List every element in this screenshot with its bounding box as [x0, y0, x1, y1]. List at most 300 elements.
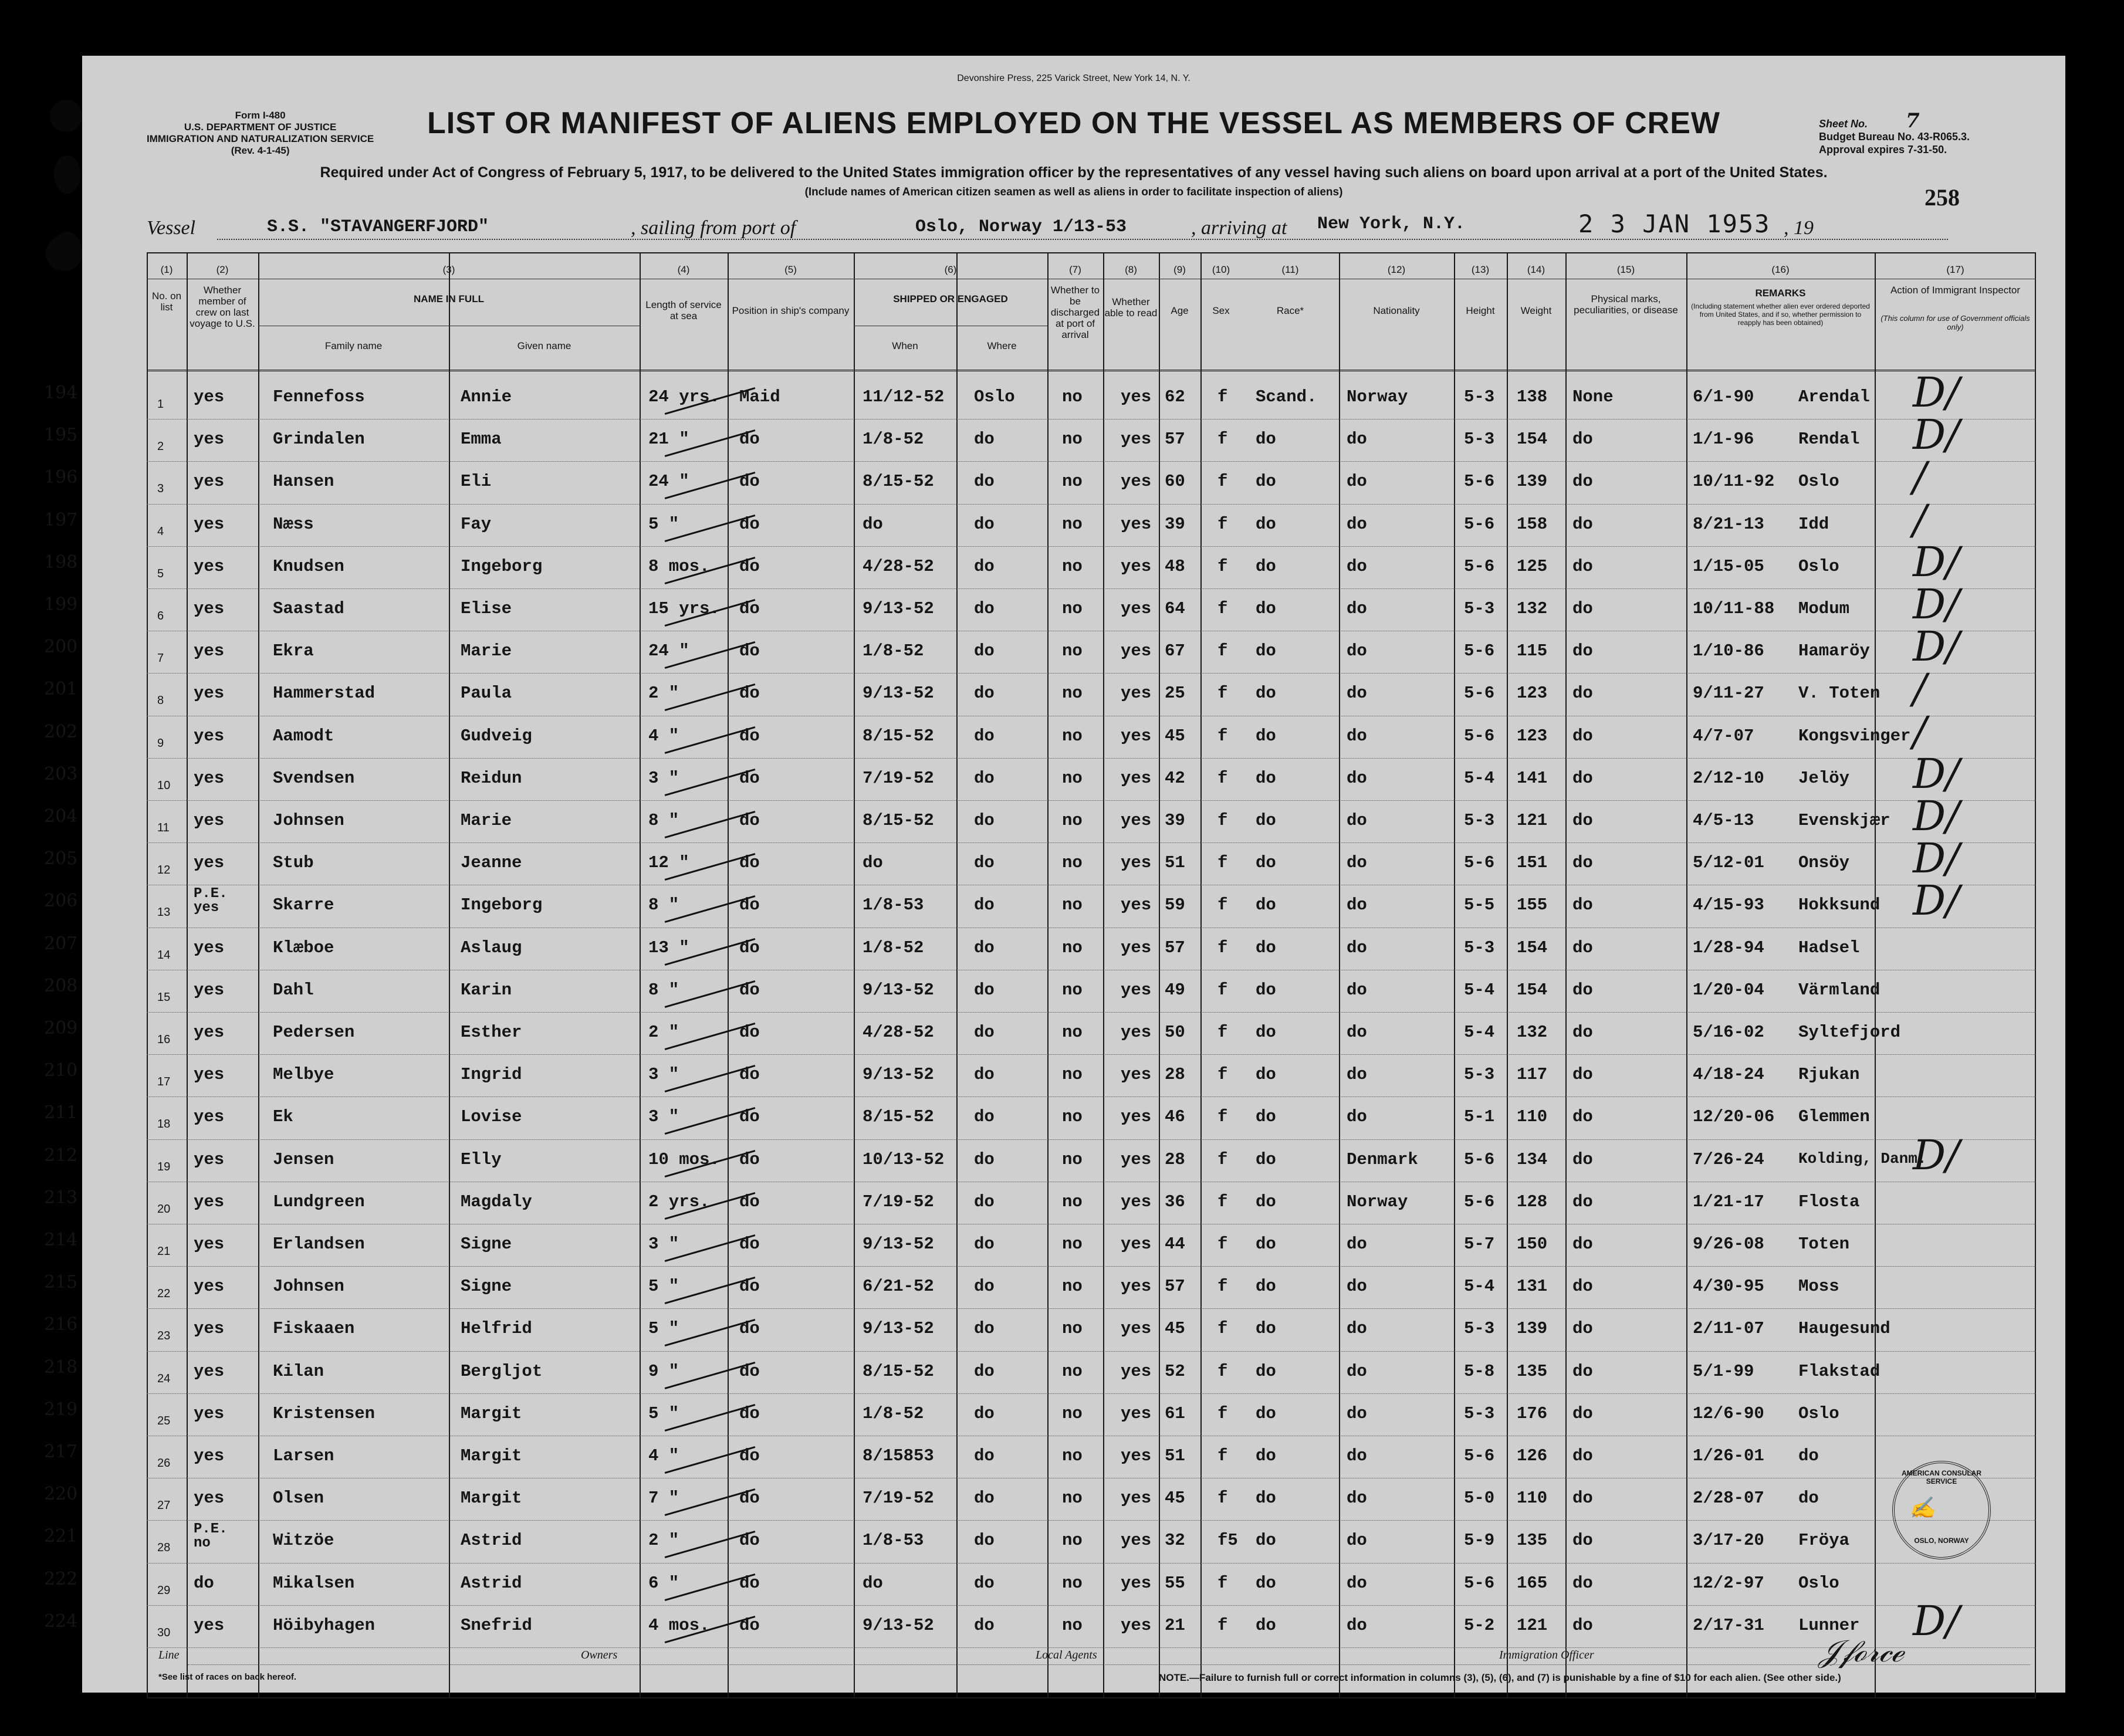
position: do: [739, 683, 760, 703]
able-to-read: yes: [1121, 1234, 1152, 1254]
physical-marks: do: [1572, 1446, 1593, 1466]
handwritten-number: 206: [44, 891, 78, 912]
row-rule: [147, 1351, 2036, 1352]
crew-last-voyage: yes: [194, 811, 225, 830]
age: 57: [1165, 938, 1185, 957]
sex: f: [1217, 387, 1228, 407]
race: do: [1256, 599, 1276, 618]
crew-last-voyage: yes: [194, 938, 225, 957]
shipped-when: 4/28-52: [863, 556, 934, 576]
height: 5-6: [1464, 726, 1495, 746]
height: 5-6: [1464, 683, 1495, 703]
sex: f: [1217, 980, 1228, 1000]
shipped-when: 8/15-52: [863, 726, 934, 746]
row-rule: [147, 588, 2036, 589]
height: 5-9: [1464, 1531, 1495, 1551]
remarks-date: 1/10-86: [1693, 641, 1764, 661]
length-service: 13 ": [648, 938, 689, 957]
column-rule: [1875, 252, 1876, 1698]
shipped-when: 9/13-52: [863, 1065, 934, 1085]
nationality: do: [1347, 853, 1367, 873]
row-no: 24: [157, 1372, 171, 1385]
position: do: [739, 429, 760, 449]
remarks-date: 7/26-24: [1693, 1149, 1764, 1169]
handwritten-number: 207: [44, 933, 78, 954]
able-to-read: yes: [1121, 895, 1152, 915]
length-service: 2 ": [648, 683, 679, 703]
length-service: 21 ": [648, 429, 689, 449]
column-rule: [1047, 252, 1049, 1698]
sex: f: [1217, 853, 1228, 873]
able-to-read: yes: [1121, 599, 1152, 618]
header-crew-last-voyage: Whether member of crew on last voyage to U.S.: [190, 285, 255, 329]
header-when: When: [892, 340, 918, 351]
crew-last-voyage: yes: [194, 1107, 225, 1127]
col-num: (1): [160, 264, 173, 275]
weight: 154: [1517, 980, 1548, 1000]
row-no: 10: [157, 779, 171, 792]
row-no: 25: [157, 1414, 171, 1427]
header-given-name: Given name: [517, 340, 571, 351]
sex: f: [1217, 599, 1228, 618]
weight: 138: [1517, 387, 1548, 407]
crew-last-voyage: yes: [194, 1023, 225, 1042]
discharged: no: [1062, 895, 1083, 915]
sex: f: [1217, 1149, 1228, 1169]
height: 5-3: [1464, 387, 1495, 407]
nationality: do: [1347, 811, 1367, 830]
remarks-place: Rendal: [1798, 429, 1860, 449]
crew-last-voyage: yes: [194, 1615, 225, 1635]
manifest-sheet: [44, 56, 2065, 1693]
row-rule: [147, 1605, 2036, 1606]
row-no: 14: [157, 948, 171, 962]
age: 42: [1165, 768, 1185, 788]
footer-agents: Local Agents: [1036, 1649, 1097, 1661]
height: 5-2: [1464, 1615, 1495, 1635]
column-rule: [1565, 252, 1567, 1698]
header-length-service: Length of service at sea: [645, 299, 722, 322]
shipped-where: do: [974, 1488, 995, 1508]
shipped-when: 1/8-52: [863, 1403, 924, 1423]
crew-last-voyage: yes: [194, 1319, 225, 1339]
row-rule: [147, 758, 2036, 759]
race: do: [1256, 726, 1276, 746]
crew-last-voyage: yes: [194, 1065, 225, 1085]
col-num: (17): [1946, 264, 1964, 275]
discharged: no: [1062, 683, 1083, 703]
length-service: 8 ": [648, 895, 679, 915]
height: 5-4: [1464, 1277, 1495, 1297]
position: do: [739, 556, 760, 576]
remarks-place: do: [1798, 1488, 1819, 1508]
row-no: 19: [157, 1160, 171, 1173]
stamp-initials: ✍: [1909, 1496, 1936, 1520]
length-service: 6 ": [648, 1573, 679, 1593]
height: 5-3: [1464, 1065, 1495, 1085]
nationality: do: [1347, 1234, 1367, 1254]
col-num: (6): [944, 264, 957, 275]
given-name: Margit: [461, 1488, 522, 1508]
row-rule: [147, 546, 2036, 547]
family-name: Næss: [273, 514, 314, 534]
physical-marks: do: [1572, 1531, 1593, 1551]
length-service: 3 ": [648, 1234, 679, 1254]
row-rule: [147, 1266, 2036, 1267]
position: do: [739, 1488, 760, 1508]
able-to-read: yes: [1121, 429, 1152, 449]
shipped-when: 7/19-52: [863, 1488, 934, 1508]
race: do: [1256, 429, 1276, 449]
given-name: Marie: [461, 641, 512, 661]
age: 46: [1165, 1107, 1185, 1127]
remarks-date: 6/1-90: [1693, 387, 1754, 407]
weight: 121: [1517, 811, 1548, 830]
position: do: [739, 895, 760, 915]
length-service: 5 ": [648, 514, 679, 534]
remarks-date: 4/15-93: [1693, 895, 1764, 915]
header-shipped-engaged: SHIPPED OR ENGAGED: [893, 293, 1008, 304]
age: 52: [1165, 1361, 1185, 1381]
position: do: [739, 980, 760, 1000]
row-no: 2: [157, 440, 164, 454]
height: 5-3: [1464, 811, 1495, 830]
handwritten-number: 217: [44, 1441, 78, 1462]
age: 60: [1165, 472, 1185, 492]
crew-last-voyage: yes: [194, 387, 225, 407]
physical-marks: do: [1572, 1234, 1593, 1254]
vessel-underline: [217, 239, 1948, 240]
budget-no: Budget Bureau No. 43-R065.3.: [1819, 131, 1970, 143]
height: 5-6: [1464, 641, 1495, 661]
family-name: Svendsen: [273, 768, 355, 788]
remarks-date: 2/17-31: [1693, 1615, 1764, 1635]
age: 45: [1165, 726, 1185, 746]
able-to-read: yes: [1121, 938, 1152, 957]
shipped-when: 11/12-52: [863, 387, 945, 407]
col-num: (16): [1771, 264, 1790, 275]
handwritten-number: 197: [44, 509, 78, 530]
given-name: Astrid: [461, 1531, 522, 1551]
race: do: [1256, 768, 1276, 788]
race: do: [1256, 1573, 1276, 1593]
arriving-label: , arriving at: [1191, 217, 1287, 239]
length-service: 3 ": [648, 1065, 679, 1085]
remarks-place: Arendal: [1798, 387, 1870, 407]
header-remarks: REMARKS: [1755, 287, 1806, 299]
sex: f: [1217, 514, 1228, 534]
race: do: [1256, 1531, 1276, 1551]
inspector-action-mark: D/: [1913, 622, 1960, 671]
inspector-action-mark: D/: [1913, 1131, 1960, 1179]
physical-marks: do: [1572, 1107, 1593, 1127]
discharged: no: [1062, 556, 1083, 576]
age: 36: [1165, 1192, 1185, 1212]
able-to-read: yes: [1121, 472, 1152, 492]
position: do: [739, 1149, 760, 1169]
punch-hole: [50, 100, 82, 132]
sex: f: [1217, 1065, 1228, 1085]
physical-marks: do: [1572, 938, 1593, 957]
discharged: no: [1062, 599, 1083, 618]
row-rule: [147, 461, 2036, 462]
able-to-read: yes: [1121, 1277, 1152, 1297]
height: 5-7: [1464, 1234, 1495, 1254]
position: do: [739, 1107, 760, 1127]
inspector-action-mark: D/: [1913, 537, 1960, 586]
physical-marks: do: [1572, 980, 1593, 1000]
physical-marks: do: [1572, 811, 1593, 830]
shipped-where: do: [974, 1573, 995, 1593]
race: do: [1256, 1361, 1276, 1381]
remarks-place: Hadsel: [1798, 938, 1860, 957]
shipped-where: do: [974, 556, 995, 576]
shipped-where: do: [974, 1403, 995, 1423]
col-num: (10): [1212, 264, 1230, 275]
age: 28: [1165, 1149, 1185, 1169]
family-name: Höibyhagen: [273, 1615, 376, 1635]
row-no: 23: [157, 1329, 171, 1343]
height: 5-6: [1464, 853, 1495, 873]
shipped-when: 8/15-52: [863, 472, 934, 492]
given-name: Margit: [461, 1446, 522, 1466]
column-rule: [854, 252, 855, 1698]
shipped-where: do: [974, 1023, 995, 1042]
header-race: Race*: [1276, 305, 1304, 316]
physical-marks: do: [1572, 853, 1593, 873]
physical-marks: do: [1572, 472, 1593, 492]
remarks-date: 1/1-96: [1693, 429, 1754, 449]
nationality: do: [1347, 1488, 1367, 1508]
col-num: (3): [442, 264, 455, 275]
sex: f: [1217, 768, 1228, 788]
family-name: Skarre: [273, 895, 334, 915]
shipped-where: do: [974, 1531, 995, 1551]
height: 5-5: [1464, 895, 1495, 915]
weight: 110: [1517, 1488, 1548, 1508]
physical-marks: do: [1572, 1573, 1593, 1593]
header-action: Action of Immigrant Inspector: [1890, 285, 2021, 296]
row-no: 20: [157, 1202, 171, 1216]
nationality: do: [1347, 599, 1367, 618]
remarks-place: V. Toten: [1798, 683, 1881, 703]
length-service: 4 ": [648, 726, 679, 746]
position: do: [739, 1277, 760, 1297]
physical-marks: do: [1572, 1361, 1593, 1381]
crew-last-voyage: yes: [194, 853, 225, 873]
given-name: Magdaly: [461, 1192, 532, 1212]
remarks-place: Kongsvinger: [1798, 726, 1911, 746]
position: do: [739, 811, 760, 830]
height: 5-3: [1464, 1319, 1495, 1339]
sex: f: [1217, 811, 1228, 830]
age: 45: [1165, 1488, 1185, 1508]
race: do: [1256, 1446, 1276, 1466]
row-rule: [147, 1054, 2036, 1055]
able-to-read: yes: [1121, 1149, 1152, 1169]
age: 48: [1165, 556, 1185, 576]
given-name: Signe: [461, 1277, 512, 1297]
age: 49: [1165, 980, 1185, 1000]
vessel-label: Vessel: [147, 217, 196, 239]
length-service: 4 ": [648, 1446, 679, 1466]
shipped-when: 8/15-52: [863, 811, 934, 830]
given-name: Paula: [461, 683, 512, 703]
remarks-place: Onsöy: [1798, 853, 1850, 873]
family-name: Pedersen: [273, 1023, 355, 1042]
row-no: 3: [157, 482, 164, 496]
height: 5-0: [1464, 1488, 1495, 1508]
able-to-read: yes: [1121, 1488, 1152, 1508]
age: 57: [1165, 1277, 1185, 1297]
header-family-name: Family name: [324, 340, 383, 351]
given-name: Elise: [461, 599, 512, 618]
length-service: 2 yrs.: [648, 1192, 710, 1212]
discharged: no: [1062, 1319, 1083, 1339]
given-name: Marie: [461, 811, 512, 830]
remarks-place: Fröya: [1798, 1531, 1850, 1551]
handwritten-number: 208: [44, 975, 78, 996]
arriving-port: New York, N.Y.: [1317, 214, 1466, 234]
height: 5-6: [1464, 1446, 1495, 1466]
row-no: 1: [157, 398, 164, 411]
handwritten-number: 213: [44, 1187, 78, 1208]
family-name: Grindalen: [273, 429, 365, 449]
family-name: Ekra: [273, 641, 314, 661]
inspector-action-mark: /: [1913, 453, 1927, 502]
shipped-when: 8/15-52: [863, 1107, 934, 1127]
family-name: Dahl: [273, 980, 314, 1000]
sex: f: [1217, 895, 1228, 915]
height: 5-6: [1464, 556, 1495, 576]
able-to-read: yes: [1121, 1107, 1152, 1127]
sex: f: [1217, 1361, 1228, 1381]
able-to-read: yes: [1121, 1065, 1152, 1085]
shipped-when: 1/8-52: [863, 938, 924, 957]
col-num: (8): [1125, 264, 1137, 275]
length-service: 9 ": [648, 1361, 679, 1381]
nationality: do: [1347, 768, 1367, 788]
weight: 117: [1517, 1065, 1548, 1085]
handwritten-number: 200: [44, 637, 78, 658]
crew-last-voyage: yes: [194, 514, 225, 534]
physical-marks: do: [1572, 1615, 1593, 1635]
shipped-where: do: [974, 980, 995, 1000]
position: do: [739, 1615, 760, 1635]
discharged: no: [1062, 1531, 1083, 1551]
column-rule: [1200, 252, 1202, 1698]
sex: f: [1217, 641, 1228, 661]
family-name: Ek: [273, 1107, 293, 1127]
date-stamp: 2 3 JAN 1953: [1578, 209, 1771, 238]
weight: 155: [1517, 895, 1548, 915]
age: 67: [1165, 641, 1185, 661]
race: do: [1256, 811, 1276, 830]
remarks-place: Oslo: [1798, 472, 1839, 492]
shipped-when: 8/15853: [863, 1446, 934, 1466]
handwritten-number: 196: [44, 467, 78, 488]
height: 5-6: [1464, 514, 1495, 534]
nationality: do: [1347, 429, 1367, 449]
physical-marks: do: [1572, 1149, 1593, 1169]
age: 45: [1165, 1319, 1185, 1339]
discharged: no: [1062, 429, 1083, 449]
physical-marks: do: [1572, 1403, 1593, 1423]
remarks-date: 4/30-95: [1693, 1277, 1764, 1297]
given-name: Annie: [461, 387, 512, 407]
family-name: Melbye: [273, 1065, 334, 1085]
weight: 139: [1517, 472, 1548, 492]
position: do: [739, 1192, 760, 1212]
shipped-when: 10/13-52: [863, 1149, 945, 1169]
remarks-place: Jelöy: [1798, 768, 1850, 788]
height: 5-1: [1464, 1107, 1495, 1127]
discharged: no: [1062, 1361, 1083, 1381]
shipped-when: 4/28-52: [863, 1023, 934, 1042]
handwritten-number: 198: [44, 551, 78, 573]
row-no: 27: [157, 1499, 171, 1512]
able-to-read: yes: [1121, 556, 1152, 576]
given-name: Bergljot: [461, 1361, 543, 1381]
able-to-read: yes: [1121, 980, 1152, 1000]
weight: 176: [1517, 1403, 1548, 1423]
able-to-read: yes: [1121, 726, 1152, 746]
officer-signature: 𝒥𝒻ℴ𝓇𝒸ℯ: [1819, 1634, 1904, 1669]
handwritten-number: 220: [44, 1484, 78, 1505]
family-name: Jensen: [273, 1149, 334, 1169]
length-service: 12 ": [648, 853, 689, 873]
column-rule: [1686, 252, 1687, 1698]
header-discharged: Whether to be discharged at port of arrival: [1050, 285, 1100, 340]
weight: 134: [1517, 1149, 1548, 1169]
row-no: 4: [157, 524, 164, 538]
race: do: [1256, 1149, 1276, 1169]
nationality: do: [1347, 1361, 1367, 1381]
form-id-text: Form I-480 U.S. DEPARTMENT OF JUSTICE IMMIGRATION AND NATURALIZATION SERVICE (Rev. 4-1-45): [147, 110, 374, 156]
shipped-where: do: [974, 1277, 995, 1297]
inspector-action-mark: D/: [1913, 368, 1960, 417]
age: 39: [1165, 514, 1185, 534]
able-to-read: yes: [1121, 683, 1152, 703]
discharged: no: [1062, 514, 1083, 534]
shipped-when: 9/13-52: [863, 1615, 934, 1635]
physical-marks: do: [1572, 1319, 1593, 1339]
remarks-date: 10/11-92: [1693, 472, 1775, 492]
col-num: (9): [1173, 264, 1186, 275]
family-name: Johnsen: [273, 811, 344, 830]
header-age: Age: [1171, 305, 1189, 316]
able-to-read: yes: [1121, 1403, 1152, 1423]
able-to-read: yes: [1121, 768, 1152, 788]
length-service: 10 mos.: [648, 1149, 720, 1169]
page-number: 258: [1925, 184, 1960, 211]
crew-last-voyage: yes: [194, 1192, 225, 1212]
handwritten-number: 214: [44, 1230, 78, 1250]
length-service: 24 ": [648, 641, 689, 661]
crew-last-voyage: yes: [194, 726, 225, 746]
inspector-action-mark: D/: [1913, 580, 1960, 628]
shipped-when: 9/13-52: [863, 980, 934, 1000]
remarks-date: 1/21-17: [1693, 1192, 1764, 1212]
race: do: [1256, 1277, 1276, 1297]
nationality: Denmark: [1347, 1149, 1418, 1169]
shipped-where: do: [974, 472, 995, 492]
age: 57: [1165, 429, 1185, 449]
family-name: Olsen: [273, 1488, 324, 1508]
given-name: Elly: [461, 1149, 502, 1169]
row-rule: [147, 1393, 2036, 1394]
row-no: 26: [157, 1457, 171, 1470]
